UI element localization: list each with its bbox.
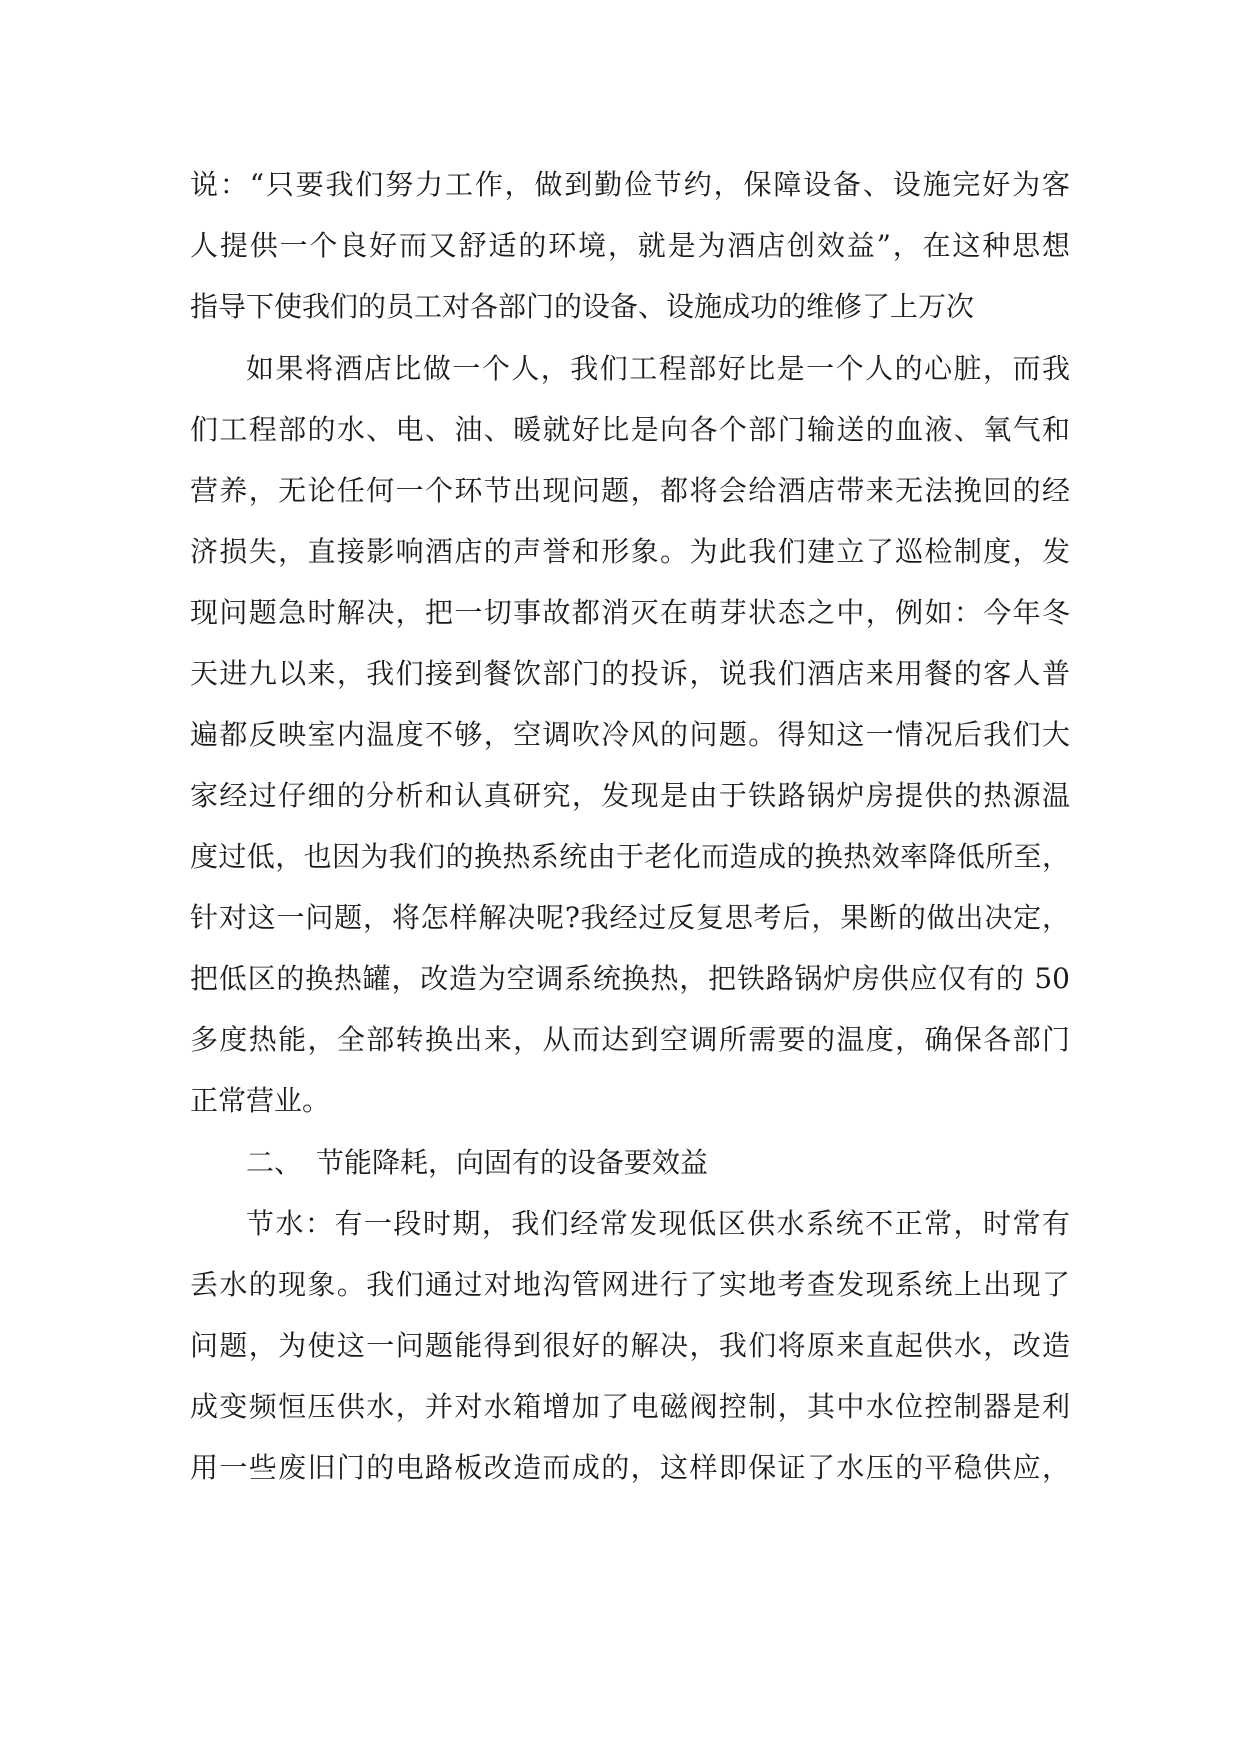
text-line: 多度热能，全部转换出来，从而达到空调所需要的温度，确保各部门	[190, 1023, 1070, 1056]
text-line: 度过低，也因为我们的换热系统由于老化而造成的换热效率降低所至，	[190, 840, 1070, 873]
text-line: 们工程部的水、电、油、暖就好比是向各个部门输送的血液、氧气和	[190, 413, 1070, 446]
text-line: 人提供一个良好而又舒适的环境，就是为酒店创效益”，在这种思想	[190, 229, 1070, 262]
text-line: 用一些废旧门的电路板改造而成的，这样即保证了水压的平稳供应，	[190, 1451, 1070, 1484]
text-line: 遍都反映室内温度不够，空调吹冷风的问题。得知这一情况后我们大	[190, 718, 1070, 751]
text-line: 现问题急时解决，把一切事故都消灭在萌芽状态之中，例如：今年冬	[190, 596, 1070, 629]
text-line: 指导下使我们的员工对各部门的设备、设施成功的维修了上万次	[190, 290, 975, 323]
text-line: 营养，无论任何一个环节出现问题，都将会给酒店带来无法挽回的经	[190, 474, 1070, 507]
text-line: 如果将酒店比做一个人，我们工程部好比是一个人的心脏，而我	[246, 352, 1070, 385]
text-line: 节水：有一段时期，我们经常发现低区供水系统不正常，时常有	[246, 1207, 1070, 1240]
text-line: 家经过仔细的分析和认真研究，发现是由于铁路锅炉房提供的热源温	[190, 779, 1070, 812]
paragraph-1	[190, 154, 1070, 337]
paragraph-2	[190, 338, 1070, 1131]
text-line: 把低区的换热罐，改造为空调系统换热，把铁路锅炉房供应仅有的 50	[190, 962, 1070, 995]
text-line: 济损失，直接影响酒店的声誉和形象。为此我们建立了巡检制度，发	[190, 535, 1070, 568]
text-line: 针对这一问题，将怎样解决呢?我经过反复思考后，果断的做出决定，	[190, 901, 1070, 934]
text-line: 说：“只要我们努力工作，做到勤俭节约，保障设备、设施完好为客	[190, 168, 1070, 201]
text-line: 正常营业。	[190, 1084, 331, 1117]
paragraph-3	[190, 1193, 1070, 1498]
text-line: 问题，为使这一问题能得到很好的解决，我们将原来直起供水，改造	[190, 1329, 1070, 1362]
text-line: 天进九以来，我们接到餐饮部门的投诉，说我们酒店来用餐的客人普	[190, 657, 1070, 690]
text-line: 丢水的现象。我们通过对地沟管网进行了实地考查发现系统上出现了	[190, 1268, 1070, 1301]
text-line: 成变频恒压供水，并对水箱增加了电磁阀控制，其中水位控制器是利	[190, 1390, 1070, 1423]
document-body	[190, 154, 1070, 1498]
section-heading: 二、 节能降耗，向固有的设备要效益	[246, 1146, 709, 1179]
